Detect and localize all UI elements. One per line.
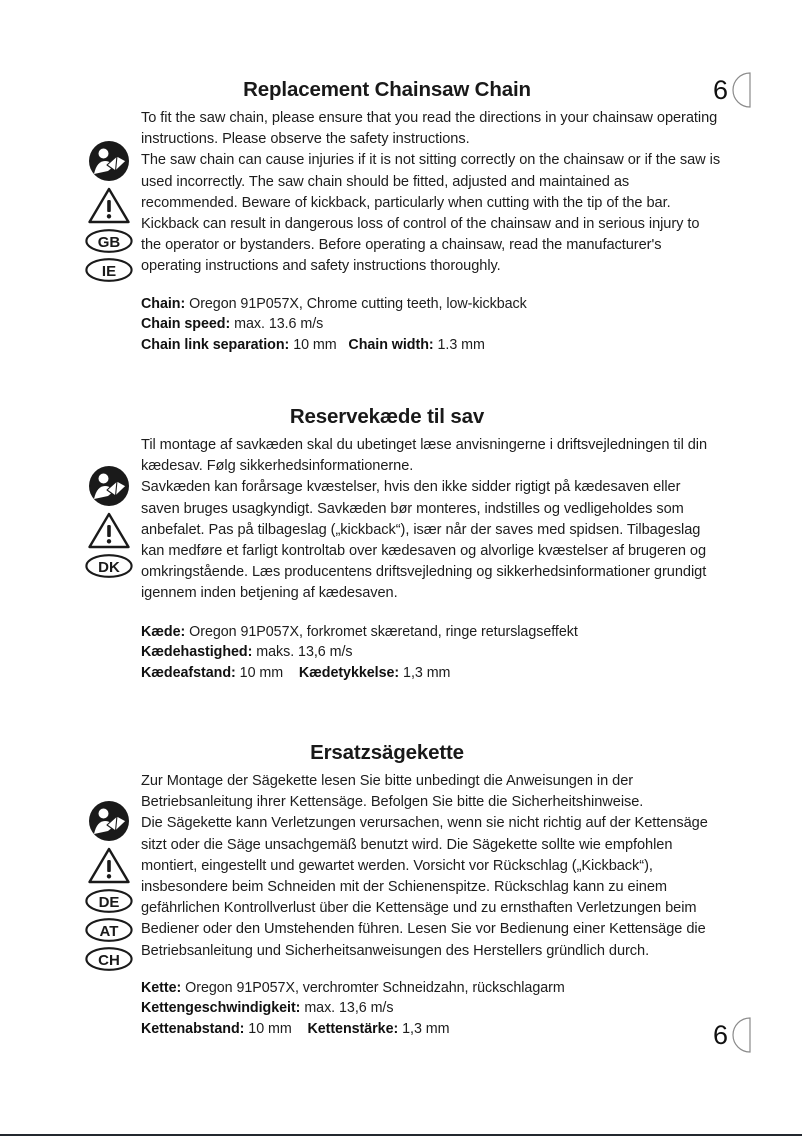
spec-row (141, 663, 741, 684)
spec-label-secondary: Chain width: (348, 336, 434, 353)
page-marker-bottom (713, 1017, 754, 1053)
spec-value-secondary: 1,3 mm (402, 1021, 450, 1038)
country-badge-de (85, 889, 133, 913)
spec-row (141, 998, 741, 1019)
paragraph-column-english (141, 108, 721, 278)
spec-label: Kette: (141, 979, 182, 996)
paragraph: Savkæden kan forårsage kvæstelser, hvis den ikke sidder rigtigt på kædesaven eller saven bruges usagkyndigt. Savkæden bør monteres, indstilles og vedligeholdes som anbefalet. Pas på tilbageslag („kickback“), især når der saves med spidsen. Tilbageslag kan medføre et farligt kontroltab over kædesaven og alvorlige kvæstelser af brugeren og omkringstående. Læs producentens driftsvejledning og sikkerhedsinformationer grundigt igennem inden betjening af kædesaven. (141, 479, 707, 602)
section-title-english: Replacement Chainsaw Chain (243, 78, 531, 101)
svg-text:DK: DK (98, 559, 120, 576)
section-body-german (0, 771, 802, 969)
country-badge-gb (85, 229, 133, 253)
spec-value: max. 13.6 m/s (234, 316, 324, 333)
spec-label: Chain speed: (141, 316, 231, 333)
svg-text:CH: CH (98, 952, 120, 969)
spec-row (141, 1019, 741, 1040)
paragraph: Til montage af savkæden skal du ubetinget læse anvisningerne i driftsvejledningen til din kædesav. Følg sikkerhedsinformationerne. (141, 437, 708, 475)
section-english (0, 74, 802, 355)
paragraph: Zur Montage der Sägekette lesen Sie bitte unbedingt die Anweisungen in der Betriebsanleitung ihrer Kettensäge. Befolgen Sie bitte die Sicherheitshinweise. (141, 773, 644, 811)
spec-label-secondary: Kettenstärke: (307, 1021, 399, 1038)
svg-text:IE: IE (101, 263, 117, 280)
spec-value: 10 mm (248, 1021, 292, 1038)
country-badge-at (85, 918, 133, 942)
page-number-top: 6 (713, 74, 729, 105)
paragraph-column-german (141, 771, 721, 962)
spec-list-german (141, 978, 741, 1040)
warning-triangle-icon (88, 847, 130, 884)
section-body-english (0, 108, 802, 278)
spec-label: Kæde: (141, 623, 186, 640)
spec-row (141, 978, 741, 999)
spec-label: Chain link separation: (141, 336, 290, 353)
section-danish (0, 405, 802, 683)
section-body-danish (0, 435, 802, 605)
spec-label: Chain: (141, 295, 186, 312)
read-manual-icon (88, 800, 130, 842)
spec-value: 10 mm (239, 664, 284, 681)
spec-label: Kædehastighed: (141, 644, 253, 661)
paragraph-column-danish (141, 435, 721, 605)
spec-row (141, 622, 741, 643)
spec-label: Kettengeschwindigkeit: (141, 1000, 301, 1017)
section-german (0, 741, 802, 1040)
page-number-bottom: 6 (713, 1019, 729, 1050)
spec-row (141, 335, 741, 356)
spec-value: Oregon 91P057X, forkromet skæretand, ringe returslagseffekt (189, 623, 578, 640)
spec-label: Kettenabstand: (141, 1021, 245, 1038)
spec-list-danish (141, 622, 741, 684)
paragraph: The saw chain can cause injuries if it is not sitting correctly on the chainsaw or if the saw is used incorrectly. The saw chain should be fitted, adjusted and maintained as recommended. Beware of kickback, particularly when cutting with the tip of the bar. Kickback can result in dangerous loss of control of the chainsaw and in serious injury to the operator or bystanders. Before operating a chainsaw, read the manufacturer's operating instructions and safety instructions thoroughly. (141, 152, 721, 275)
spec-value-secondary: 1.3 mm (437, 336, 485, 353)
spec-label: Kædeafstand: (141, 664, 236, 681)
read-manual-icon (88, 465, 130, 507)
country-badge-ch (85, 947, 133, 971)
spec-row (141, 314, 741, 335)
spec-list-english (141, 294, 741, 356)
svg-text:DE: DE (98, 894, 120, 911)
section-title-danish: Reservekæde til sav (289, 405, 485, 428)
paragraph: Die Sägekette kann Verletzungen verursachen, wenn sie nicht richtig auf der Kettensäge sitzt oder die Säge unsachgemäß benutzt wird. Die Sägekette sollte wie empfohlen montiert, eingestellt und gewartet werden. Vorsicht vor Rückschlag („Kickback“), insbesondere beim Schneiden mit der Schienenspitze. Rückschlag kann zu einem gefährlichen Kontrollverlust über die Kettensäge und zu ernsthaften Verletzungen beim Bediener oder den Umstehenden führen. Lesen Sie vor Bedienung einer Kettensäge die Betriebsanleitung und Sicherheitsanweisungen des Herstellers gründlich durch. (141, 815, 708, 959)
spec-value: 10 mm (293, 336, 337, 353)
read-manual-icon (88, 140, 130, 182)
icon-rail-german (81, 800, 137, 971)
paragraph: To fit the saw chain, please ensure that you read the directions in your chainsaw operating instructions. Please observe the safety instructions. (141, 110, 718, 148)
icon-rail-danish (81, 465, 137, 578)
country-badge-ie (85, 258, 133, 282)
spec-row (141, 294, 741, 315)
spec-row (141, 642, 741, 663)
svg-text:GB: GB (97, 234, 121, 251)
half-circle-outline-icon (732, 1017, 754, 1053)
spec-value: Oregon 91P057X, Chrome cutting teeth, low-kickback (189, 295, 527, 312)
spec-value-secondary: 1,3 mm (403, 664, 451, 681)
spec-label-secondary: Kædetykkelse: (298, 664, 400, 681)
warning-triangle-icon (88, 187, 130, 224)
spec-value: maks. 13,6 m/s (256, 644, 353, 661)
svg-text:AT: AT (99, 923, 119, 940)
section-title-german: Ersatzsägekette (310, 741, 464, 764)
icon-rail-english (81, 140, 137, 282)
country-badge-dk (85, 554, 133, 578)
spec-value: Oregon 91P057X, verchromter Schneidzahn, rückschlagarm (185, 979, 565, 996)
warning-triangle-icon (88, 512, 130, 549)
spec-value: max. 13,6 m/s (304, 1000, 394, 1017)
